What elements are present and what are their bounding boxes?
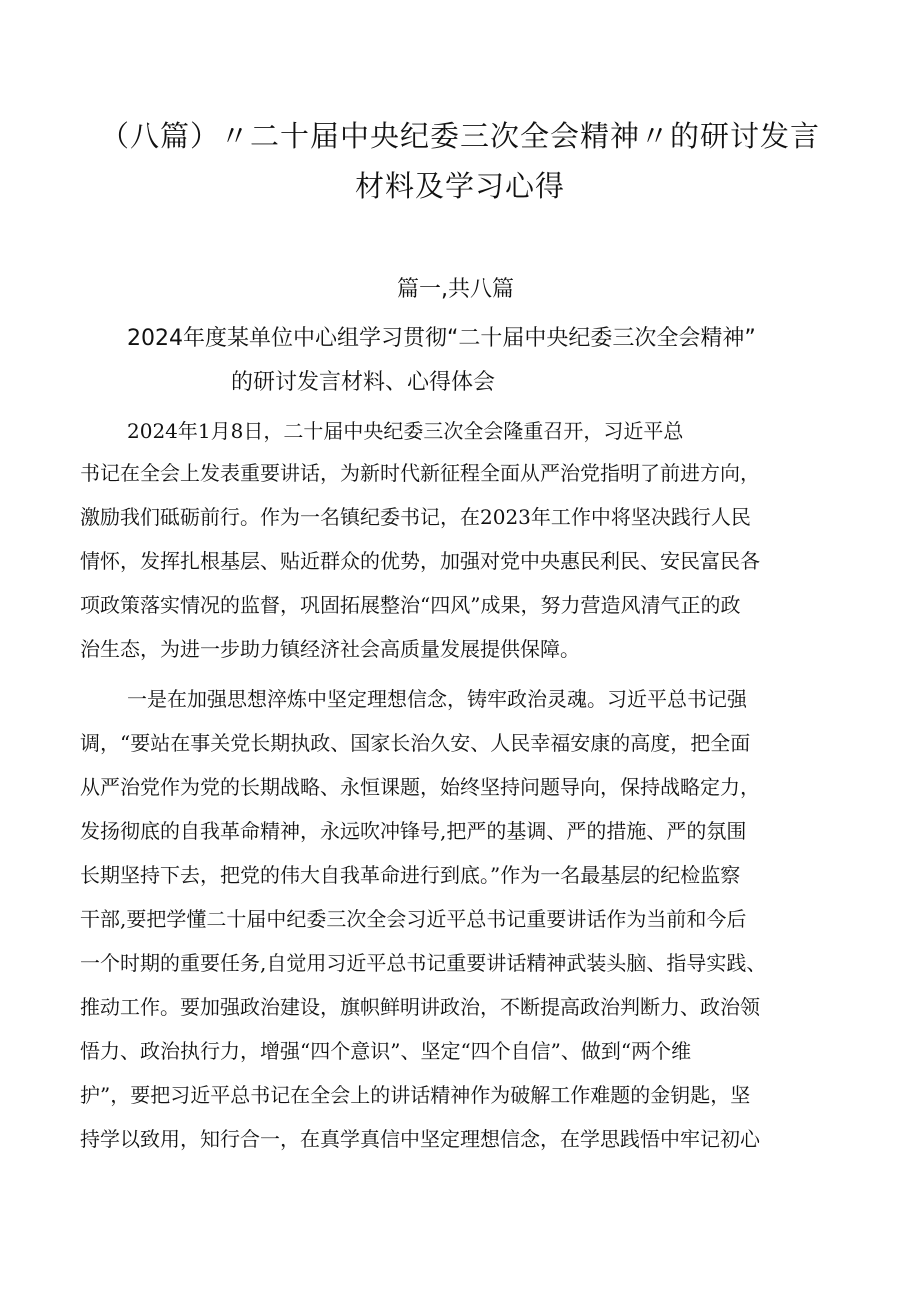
- body-text-line: 一个时期的重要任务,自觉用习近平总书记重要讲话精神武装头脑、指导实践、: [80, 951, 767, 975]
- section-title-line-2: 的研讨发言材料、心得体会: [231, 370, 496, 395]
- body-text-line: 2024年1月8日，二十届中央纪委三次全会隆重召开，习近平总: [127, 419, 684, 443]
- section-title-line-1: 2024年度某单位中心组学习贯彻“二十届中央纪委三次全会精神”: [127, 326, 756, 351]
- body-text-line: 干部,要把学懂二十届中纪委三次全会习近平总书记重要讲话作为当前和今后: [80, 907, 747, 931]
- body-text-line: 发扬彻底的自我革命精神，永远吹冲锋号,把严的基调、严的措施、严的氛围: [80, 819, 747, 843]
- body-text-line: 推动工作。要加强政治建设，旗帜鲜明讲政治，不断提高政治判断力、政治领: [80, 995, 760, 1019]
- section-label: 篇一,共八篇: [397, 277, 514, 302]
- body-text-line: 书记在全会上发表重要讲话，为新时代新征程全面从严治党指明了前进方向，: [80, 461, 760, 485]
- body-text-line: 激励我们砥砺前行。作为一名镇纪委书记，在2023年工作中将坚决践行人民: [80, 505, 751, 529]
- body-text-line: 悟力、政治执行力，增强“四个意识”、坚定“四个自信”、做到“两个维: [80, 1039, 692, 1063]
- document-title-line-2: 材料及学习心得: [354, 169, 565, 203]
- body-text-line: 持学以致用，知行合一，在真学真信中坚定理想信念，在学思践悟中牢记初心: [80, 1127, 760, 1151]
- body-text-line: 治生态，为进一步助力镇经济社会高质量发展提供保障。: [80, 637, 580, 661]
- body-text-line: 护”，要把习近平总书记在全会上的讲话精神作为破解工作难题的金钥匙，坚: [80, 1083, 751, 1107]
- body-text-line: 长期坚持下去，把党的伟大自我革命进行到底。”作为一名最基层的纪检监察: [80, 863, 741, 887]
- document-title-line-1: （八篇）〃二十届中央纪委三次全会精神〃的研讨发言: [99, 119, 820, 153]
- body-text-line: 调，“要站在事关党长期执政、国家长治久安、人民幸福安康的高度，把全面: [80, 731, 751, 755]
- body-text-line: 项政策落实情况的监督，巩固拓展整治“四风”成果，努力营造风清气正的政: [80, 593, 741, 617]
- body-text-line: 一是在加强思想淬炼中坚定理想信念，铸牢政治灵魂。习近平总书记强: [127, 687, 747, 711]
- body-text-line: 从严治党作为党的长期战略、永恒课题，始终坚持问题导向，保持战略定力，: [80, 775, 760, 799]
- body-text-line: 情怀，发挥扎根基层、贴近群众的优势，加强对党中央惠民利民、安民富民各: [80, 549, 760, 573]
